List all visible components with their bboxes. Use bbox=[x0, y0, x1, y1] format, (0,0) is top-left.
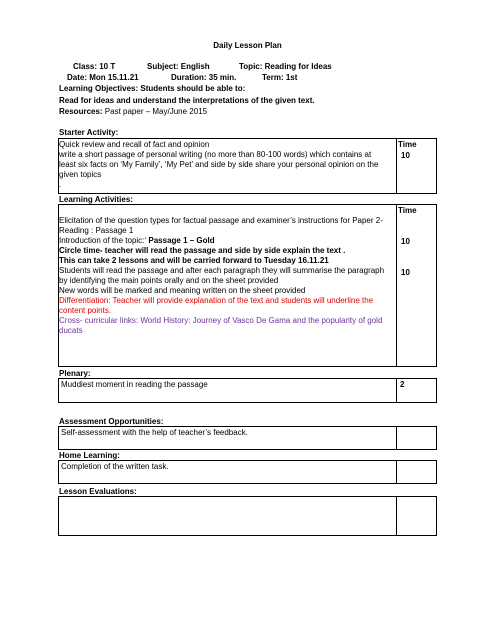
class-info: Class: 10 T bbox=[73, 62, 116, 71]
activities-divider bbox=[396, 204, 397, 367]
assessment-text: Self-assessment with the help of teacher’s feedback. bbox=[61, 428, 248, 437]
duration-info: Duration: 35 min. bbox=[171, 73, 237, 82]
activities-content bbox=[59, 216, 395, 336]
assessment-label: Assessment Opportunities: bbox=[59, 417, 164, 426]
date-info: Date: Mon 15.11.21 bbox=[67, 73, 139, 82]
page-title: Daily Lesson Plan bbox=[213, 41, 282, 50]
activity-line: Students will read the passage and after each paragraph they will summarise the paragraph bbox=[59, 266, 385, 275]
activity-line: by identifying the main points orally and on the sheet provided bbox=[59, 276, 279, 285]
starter-time: 10 bbox=[401, 151, 410, 160]
plenary-time: 2 bbox=[400, 380, 405, 389]
starter-line: . bbox=[59, 180, 62, 189]
objectives-label: Learning Objectives: Students should be able to: bbox=[59, 84, 246, 93]
starter-time-header: Time bbox=[398, 140, 417, 149]
activity-line: Reading : Passage 1 bbox=[59, 226, 134, 235]
cross-curricular-line: Cross- curricular links: World History: Journey of Vasco De Gama and the popularity of gold bbox=[59, 316, 383, 325]
activity-line: Elicitation of the question types for factual passage and examiner’s instructions for Paper 2- bbox=[59, 216, 383, 225]
resources-line bbox=[59, 107, 207, 117]
home-learning-text: Completion of the written task. bbox=[61, 462, 169, 471]
objectives-text: Read for ideas and understand the interpretations of the given text. bbox=[59, 96, 315, 105]
assessment-divider bbox=[396, 426, 397, 450]
term-info: Term: 1st bbox=[262, 73, 298, 82]
plenary-divider bbox=[396, 378, 397, 403]
resources-text: Past paper – May/June 2015 bbox=[102, 107, 208, 116]
activities-label: Learning Activities: bbox=[59, 195, 133, 204]
evaluations-table bbox=[58, 496, 437, 536]
activity-passage-title: Passage 1 – Gold bbox=[148, 236, 215, 245]
differentiation-line: content points. bbox=[59, 306, 112, 315]
activity-line: Circle time- teacher will read the passage and side by side explain the text . bbox=[59, 246, 346, 255]
starter-line: Quick review and recall of fact and opinion bbox=[59, 140, 210, 149]
starter-label: Starter Activity: bbox=[59, 128, 119, 137]
cross-curricular-line: ducats bbox=[59, 326, 83, 335]
starter-divider bbox=[396, 138, 397, 194]
subject-info: Subject: English bbox=[147, 62, 210, 71]
home-learning-divider bbox=[396, 460, 397, 484]
plenary-label: Plenary: bbox=[59, 369, 91, 378]
starter-content bbox=[59, 140, 395, 190]
activity-line: This can take 2 lessons and will be carried forward to Tuesday 16.11.21 bbox=[59, 256, 329, 265]
home-learning-label: Home Learning: bbox=[59, 451, 120, 460]
topic-info: Topic: Reading for Ideas bbox=[239, 62, 332, 71]
activities-time-2: 10 bbox=[401, 268, 410, 277]
starter-line: write a short passage of personal writing (no more than 80-100 words) which contains at bbox=[59, 150, 372, 159]
starter-line: least six facts on ‘My Family’, ‘My Pet’ and side by side share your personal opinion on the bbox=[59, 160, 379, 169]
resources-label: Resources: bbox=[59, 107, 103, 116]
activities-time-header: Time bbox=[398, 206, 417, 215]
activities-time-1: 10 bbox=[401, 237, 410, 246]
activity-line: New words will be marked and meaning written on the sheet provided bbox=[59, 286, 306, 295]
evaluations-label: Lesson Evaluations: bbox=[59, 487, 137, 496]
activity-line bbox=[59, 236, 395, 246]
plenary-text: Muddiest moment in reading the passage bbox=[61, 380, 208, 389]
activity-intro-prefix: Introduction of the topic:‘ bbox=[59, 236, 149, 245]
starter-line: given topics bbox=[59, 170, 102, 179]
evaluations-divider bbox=[396, 496, 397, 536]
differentiation-line: Differentiation: Teacher will provide explanation of the text and students will underline the bbox=[59, 296, 374, 305]
